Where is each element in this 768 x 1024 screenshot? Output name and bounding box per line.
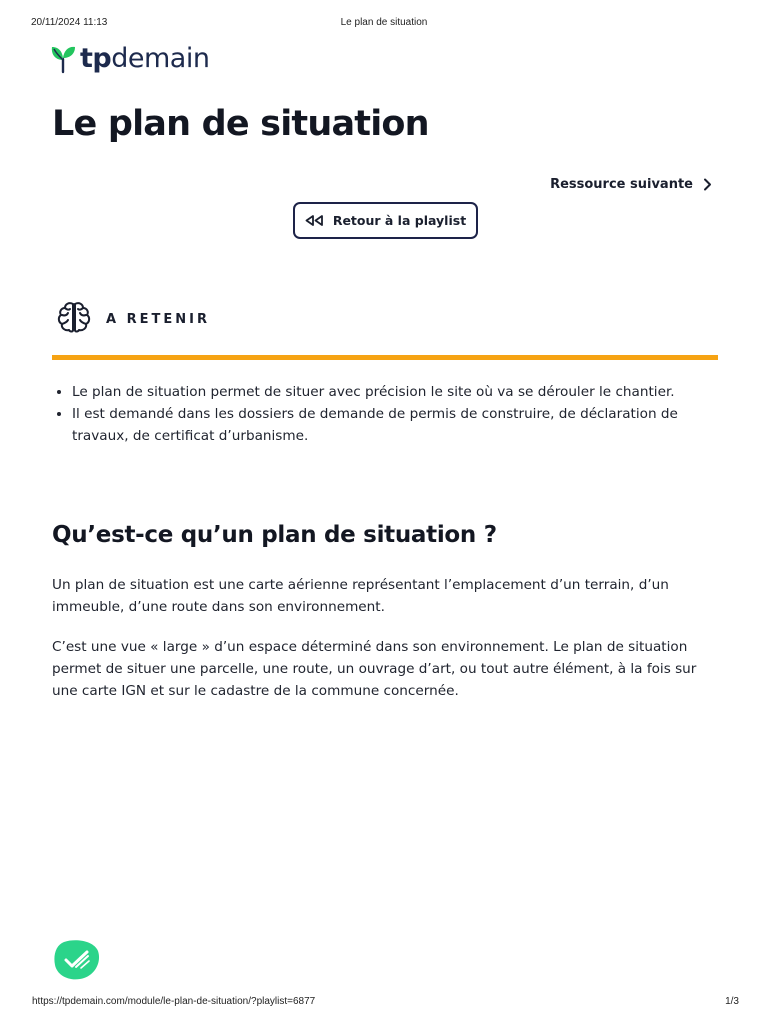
sprout-icon — [50, 44, 76, 74]
list-item: • Il est demandé dans les dossiers de demande de permis de construire, de déclaration de travaux, de certificat d’urbanisme. — [72, 403, 722, 447]
print-footer — [0, 996, 768, 1010]
next-resource-link[interactable] — [550, 174, 712, 194]
tpdemain-logo[interactable] — [50, 42, 209, 76]
retain-label: A RETENIR — [106, 311, 210, 327]
page-title: Le plan de situation — [52, 104, 429, 144]
section-title: Qu’est-ce qu’un plan de situation ? — [52, 522, 497, 548]
logo-part-demain: demain — [111, 43, 210, 74]
back-to-playlist-label: Retour à la playlist — [332, 213, 467, 228]
print-datetime: 20/11/2024 11:13 — [31, 17, 108, 28]
back-to-playlist-button[interactable] — [293, 202, 478, 239]
logo-part-tp: tp — [80, 43, 112, 74]
orange-divider — [52, 355, 718, 360]
retain-header — [56, 300, 210, 338]
check-badge-icon[interactable] — [54, 939, 100, 981]
rewind-icon — [305, 215, 324, 226]
print-header — [0, 17, 768, 31]
list-item: • Le plan de situation permet de situer avec précision le site où va se dérouler le chantier. — [72, 381, 722, 403]
paragraph: C’est une vue « large » d’un espace déterminé dans son environnement. Le plan de situation permet de situer une parcelle, une route, un ouvrage d’art, ou tout autre élément, à la fois sur une carte IGN et sur le cadastre de la commune concernée. — [52, 639, 697, 699]
next-resource-label: Ressource suivante — [550, 176, 693, 192]
logo-wordmark — [80, 42, 209, 76]
chevron-right-icon — [703, 178, 712, 191]
retain-bullet-list — [52, 381, 722, 447]
print-doc-title: Le plan de situation — [340, 17, 428, 28]
print-url: https://tpdemain.com/module/le-plan-de-situation/?playlist=6877 — [32, 996, 316, 1007]
brain-icon — [56, 299, 92, 339]
paragraph: Un plan de situation est une carte aérienne représentant l’emplacement d’un terrain, d’un immeuble, d’une route dans son environnement. — [52, 577, 669, 615]
page-number: 1/3 — [725, 996, 739, 1007]
